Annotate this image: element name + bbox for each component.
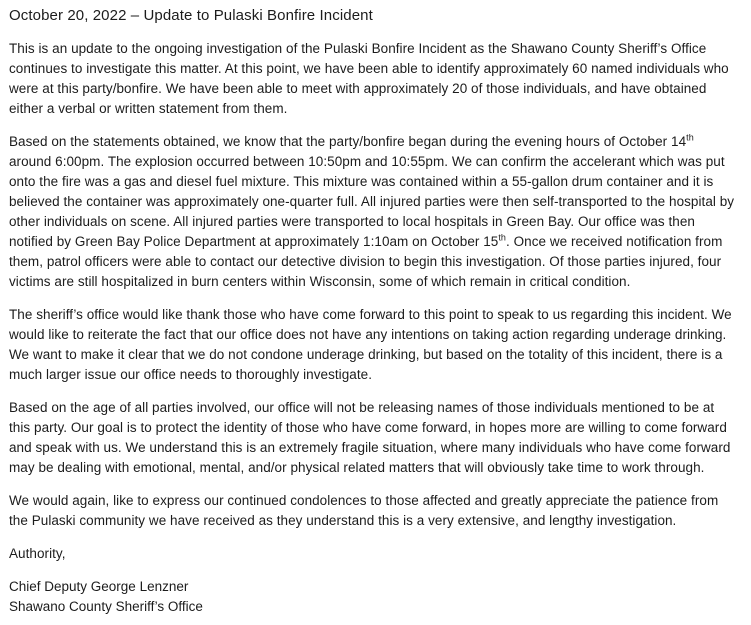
closing-word: Authority, — [9, 546, 66, 561]
document-title: October 20, 2022 – Update to Pulaski Bonfire Incident — [9, 7, 373, 24]
paragraph-intro: This is an update to the ongoing investigation of the Pulaski Bonfire Incident as the Shawano County Sheriff’s Office continues to investigate this matter. At this point, we have been able to identify approximately 60 named individuals who were at this party/bonfire. We have been able to meet with approximately 20 of those individuals, and have obtained either a verbal or written statement from them. — [9, 41, 729, 116]
paragraph-timeline-text-2: around 6:00pm. The explosion occurred between 10:50pm and 10:55pm. We can confirm the accelerant which was put onto the fire was a gas and diesel fuel mixture. This mixture was contained within a 55-gallon drum container and it is believed the container was approximately one-quarter full. All injured parties were then self-transported to the hospital by other individuals on scene. All injured parties were transported to local hospitals in Green Bay. Our office was then notified by Green Bay Police Department at approximately 1:10am on October 15 — [9, 154, 735, 249]
paragraph-timeline-text-1: Based on the statements obtained, we know that the party/bonfire began during the evening hours of October 14 — [9, 134, 687, 149]
signature-block — [9, 577, 738, 617]
signature-name: Chief Deputy George Lenzner — [9, 579, 189, 594]
ordinal-suffix-14th: th — [686, 132, 694, 143]
paragraph-timeline-text-3: . Once we received notification from them, patrol officers were able to contact our detective division to begin this investigation. Of those parties injured, four victims are still hospitalized in burn centers within Wisconsin, some of which remain in critical condition. — [9, 234, 723, 289]
signature-organization: Shawano County Sheriff’s Office — [9, 599, 203, 614]
paragraph-thanks: The sheriff’s office would like thank those who have come forward to this point to speak to us regarding this incident. We would like to reiterate the fact that our office does not have any intentions on taking action regarding underage drinking. We want to make it clear that we do not condone underage drinking, but based on the totality of this incident, there is a much larger issue our office needs to thoroughly investigate. — [9, 307, 732, 382]
paragraph-condolences: We would again, like to express our continued condolences to those affected and greatly appreciate the patience from the Pulaski community we have received as they understand this is a very extensive, and lengthy investigation. — [9, 493, 719, 528]
ordinal-suffix-15th: th — [498, 232, 506, 243]
paragraph-names-policy: Based on the age of all parties involved, our office will not be releasing names of those individuals mentioned to be at this party. Our goal is to protect the identity of those who have come forward, in hopes more are willing to come forward and speak with us. We understand this is an extremely fragile situation, where many individuals who have come forward may be dealing with emotional, mental, and/or physical related matters that will obviously take time to work through. — [9, 400, 731, 475]
paragraph-timeline — [9, 132, 738, 292]
